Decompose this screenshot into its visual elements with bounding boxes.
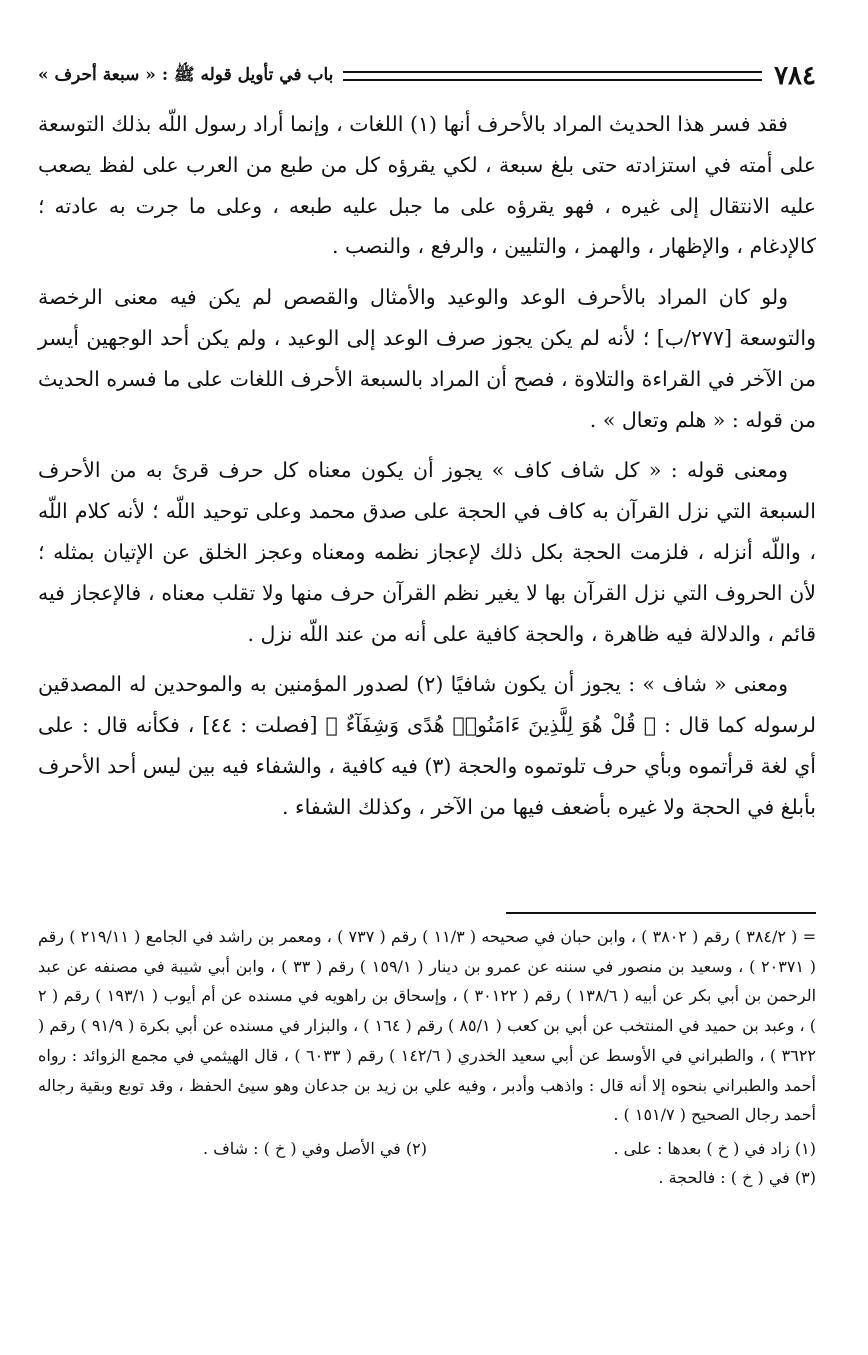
paragraph: ومعنى « شاف » : يجوز أن يكون شافيًا (٢) لصدور المؤمنين به والموحدين له المصدقين لرسوله كما قال : ﴿ قُلْ هُوَ لِلَّذِينَ ءَامَنُوا۟ هُدًى وَشِفَآءٌ ﴾ [فصلت : ٤٤] ، فكأنه قال : على أي لغة قرأتموه وبأي حرف تلوتموه والحجة (٣) فيه كافية ، والشفاء فيه بين ليس أحد الأحرف بأبلغ في الحجة ولا غيره بأضعف فيها من الآخر ، وكذلك الشفاء . (38, 672, 816, 819)
footnote-row (38, 1134, 816, 1163)
footnotes (38, 922, 816, 1192)
paragraph: فقد فسر هذا الحديث المراد بالأحرف أنها (١) اللغات ، وإنما أراد رسول اللّه بذلك التوسعة على أمته في استزادته حتى بلغ سبعة ، لكي يقرؤه كل من طبع من العرب على لفظ يصعب عليه الانتقال إلى غيره ، فهو يقرؤه على ما جبل عليه طبعه ، وعلى ما جرت به عادته ؛ كالإدغام ، والإظهار ، والهمز ، والتليين ، والرفع ، والنصب . (38, 112, 816, 259)
footnote-separator (506, 912, 816, 914)
paragraph: ولو كان المراد بالأحرف الوعد والوعيد والأمثال والقصص لم يكن فيه معنى الرخصة والتوسعة [٢٧٧/ب] ؛ لأنه لم يكن يجوز صرف الوعد إلى الوعيد ، ولم يكن أحد الوجهين أيسر من الآخر في القراءة والتلاوة ، فصح أن المراد بالسبعة الأحرف اللغات على ما فسره الحديث من قوله : « هلم وتعال » . (38, 285, 816, 432)
footnote-1: (١) زاد في ( خ ) بعدها : على . (613, 1138, 816, 1158)
footnote-3: (٣) في ( خ ) : فالحجة . (658, 1167, 816, 1187)
page-number: ٧٨٤ (774, 61, 816, 91)
header-rule (343, 71, 762, 81)
footnote-2: (٢) في الأصل وفي ( خ ) : شاف . (203, 1138, 427, 1158)
footnote-continuation: = ( ٣٨٤/٢ ) رقم ( ٣٨٠٢ ) ، وابن حبان في صحيحه ( ١١/٣ ) رقم ( ٧٣٧ ) ، ومعمر بن راشد في الجامع ( ٢١٩/١١ ) رقم ( ٢٠٣٧١ ) ، وسعيد بن منصور في سننه عن عمرو بن دينار ( ١٥٩/١ ) رقم ( ٣٣ ) ، وابن أبي شيبة في مصنفه عن عبد الرحمن بن أبي بكر عن أبيه ( ١٣٨/٦ ) رقم ( ٣٠١٢٢ ) ، وإسحاق بن راهويه في مسنده عن أم أيوب ( ١٩٣/١ ) رقم ( ٢ ) ، وعبد بن حميد في المنتخب عن أبي بن كعب ( ٨٥/١ ) رقم ( ١٦٤ ) ، والبزار في مسنده عن أبي بكرة ( ٩١/٩ ) رقم ( ٣٦٢٢ ) ، والطبراني في الأوسط عن أبي سعيد الخدري ( ١٤٢/٦ ) رقم ( ٦٠٣٣ ) ، قال الهيثمي في مجمع الزوائد : رواه أحمد والطبراني بنحوه إلا أنه قال : واذهب وأدبر ، وفيه علي بن زيد بن جدعان وهو سيئ الحفظ ، وقد توبع وبقية رجاله أحمد رجال الصحيح ( ١٥١/٧ ) . (38, 927, 817, 1125)
running-title: باب في تأويل قوله ﷺ : « سبعة أحرف » (38, 64, 334, 85)
paragraph: ومعنى قوله : « كل شاف كاف » يجوز أن يكون معناه كل حرف قرئ به من الأحرف السبعة التي نزل القرآن به كاف في الحجة على صدق محمد وعلى توحيد اللّه ؛ لأنه كلام اللّه ، واللّه أنزله ، فلزمت الحجة بكل ذلك لإعجاز نظمه ومعناه وعجز الخلق عن الإتيان بمثله ؛ لأن الحروف التي نزل القرآن بها لا يغير نظم القرآن حرف منها ولا تقلب معناه ، فالإعجاز فيه قائم ، والدلالة فيه ظاهرة ، والحجة كافية على أنه من عند اللّه نزل . (38, 458, 816, 646)
main-text (38, 104, 816, 838)
page-header (38, 56, 816, 96)
